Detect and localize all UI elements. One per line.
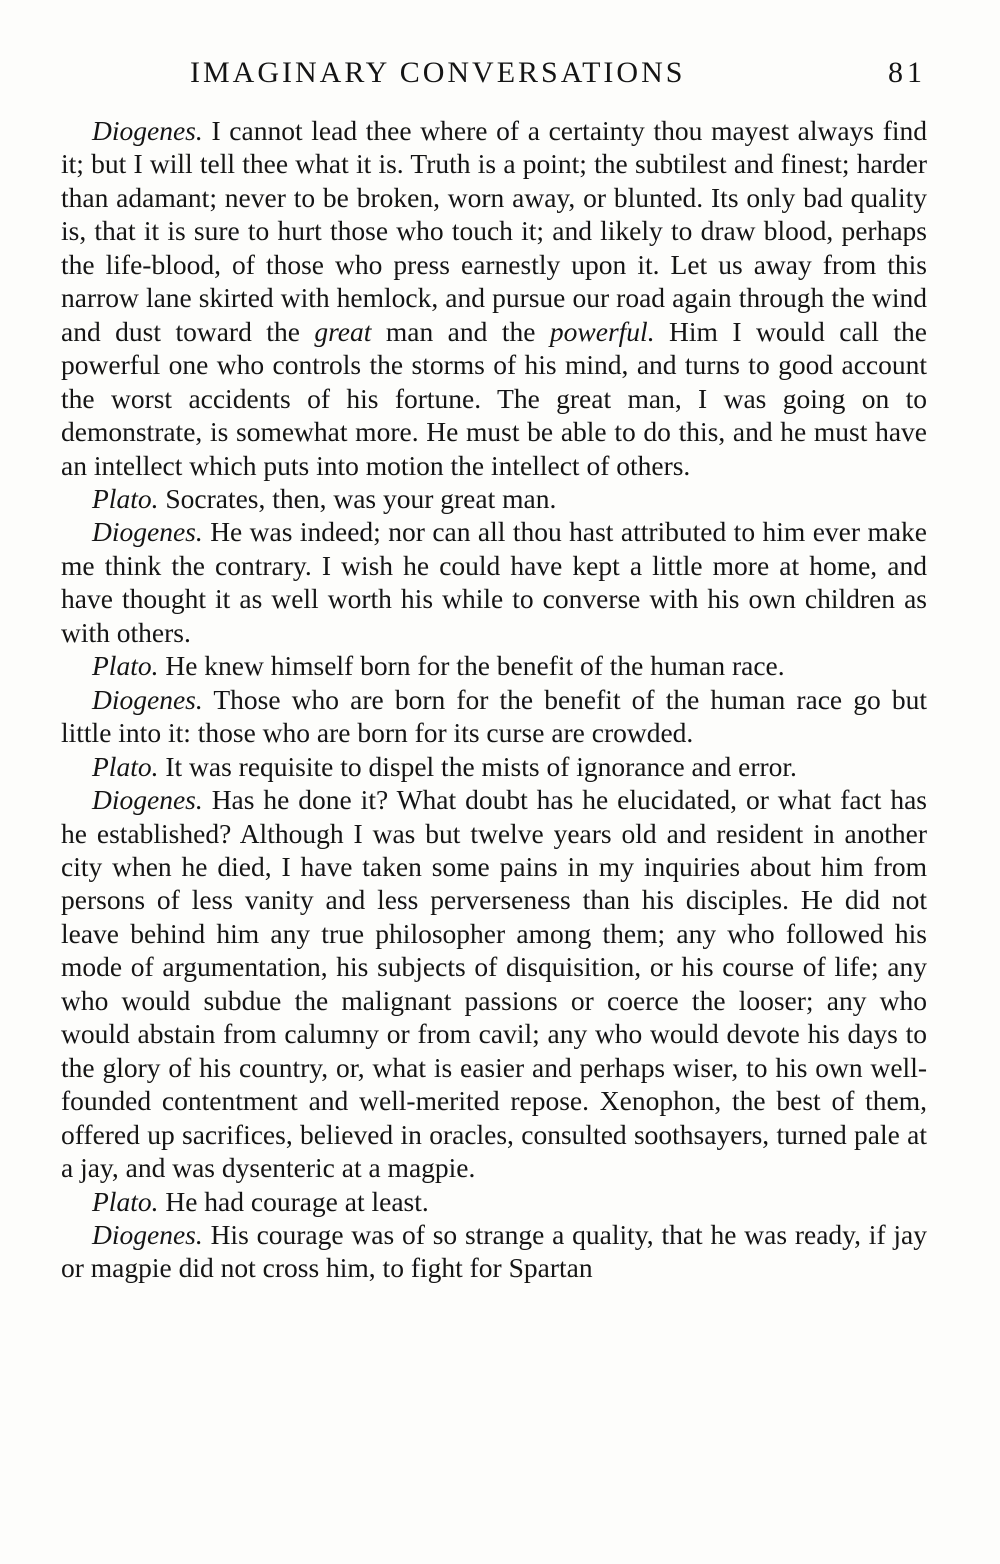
emphasized-word: powerful. — [549, 315, 655, 347]
dialogue-line: Him I would call the powerful one who controls the storms of his mind, and turns to good account the worst accidents of his fortune. The great man, I was going on to demonstrate, is somewhat more. He must be able to do this, and he must have an intellect which puts into motion the intellect of others. — [61, 315, 927, 481]
dialogue-line: It was requisite to dispel the mists of ignorance and error. — [165, 750, 797, 782]
speaker-name: Diogenes. — [92, 784, 203, 816]
running-title: IMAGINARY CONVERSATIONS — [190, 56, 686, 89]
dialogue-line: man and the — [371, 315, 550, 347]
speaker-name: Plato. — [92, 1185, 159, 1217]
speaker-name: Plato. — [92, 482, 159, 514]
dialogue-paragraph — [61, 683, 927, 750]
dialogue-paragraph — [61, 515, 927, 649]
page-number: 81 — [888, 56, 926, 89]
dialogue-line: He was indeed; nor can all thou hast attributed to him ever make me think the contrary. I wish he could have kept a little more at home, and have thought it as well worth his while to converse with his own children as with others. — [61, 516, 928, 648]
speaker-name: Plato. — [92, 750, 159, 782]
dialogue-line: Socrates, then, was your great man. — [165, 482, 557, 514]
dialogue-paragraph — [61, 649, 927, 682]
speaker-name: Diogenes. — [92, 115, 203, 146]
speaker-name: Diogenes. — [92, 1218, 203, 1250]
speaker-name: Plato. — [92, 650, 159, 682]
dialogue-line: I cannot lead thee where of a certainty thou mayest always find it; but I will tell thee what it is. Truth is a point; the subtilest and finest; harder than adamant; never to be broken, worn away, or blunted. Its only bad quality is, that it is sure to hurt those who touch it; and likely to draw blood, perhaps the life-blood, of those who press earnestly upon it. Let us away from this narrow lane skirted with hemlock, and pursue our road again through the wind and dust toward the — [61, 115, 927, 347]
dialogue-line: He had courage at least. — [165, 1185, 429, 1217]
dialogue-line: Those who are born for the benefit of the human race go but little into it: those who are born for its curse are crowded. — [61, 683, 927, 749]
dialogue-text — [61, 114, 927, 1285]
dialogue-line: Has he done it? What doubt has he elucidated, or what fact has he established? Although I was but twelve years old and resident in another city when he died, I have taken some pains in my inquiries about him from persons of less vanity and less perverseness than his disciples. He did not leave behind him any true philosopher among them; any who followed his mode of argumentation, his subjects of disquisition, or his course of life; any who would subdue the malignant passions or coerce the looser; any who would abstain from calumny or from cavil; any who would devote his days to the glory of his country, or, what is easier and perhaps wiser, to his own well-founded contentment and well-merited repose. Xenophon, the best of them, offered up sacrifices, believed in oracles, consulted soothsayers, turned pale at a jay, and was dysenteric at a magpie. — [61, 784, 927, 1184]
dialogue-paragraph — [61, 783, 927, 1184]
emphasized-word: great — [314, 315, 372, 347]
speaker-name: Diogenes. — [92, 516, 203, 548]
dialogue-paragraph — [61, 1185, 927, 1218]
dialogue-line: His courage was of so strange a quality, that he was ready, if jay or magpie did not cross him, to fight for Spartan — [61, 1218, 928, 1284]
dialogue-paragraph — [61, 1218, 927, 1285]
dialogue-paragraph — [61, 482, 927, 515]
dialogue-line: He knew himself born for the benefit of the human race. — [165, 650, 785, 682]
running-head — [60, 52, 926, 100]
speaker-name: Diogenes. — [92, 683, 203, 715]
dialogue-paragraph — [61, 114, 927, 482]
dialogue-paragraph — [61, 750, 927, 783]
